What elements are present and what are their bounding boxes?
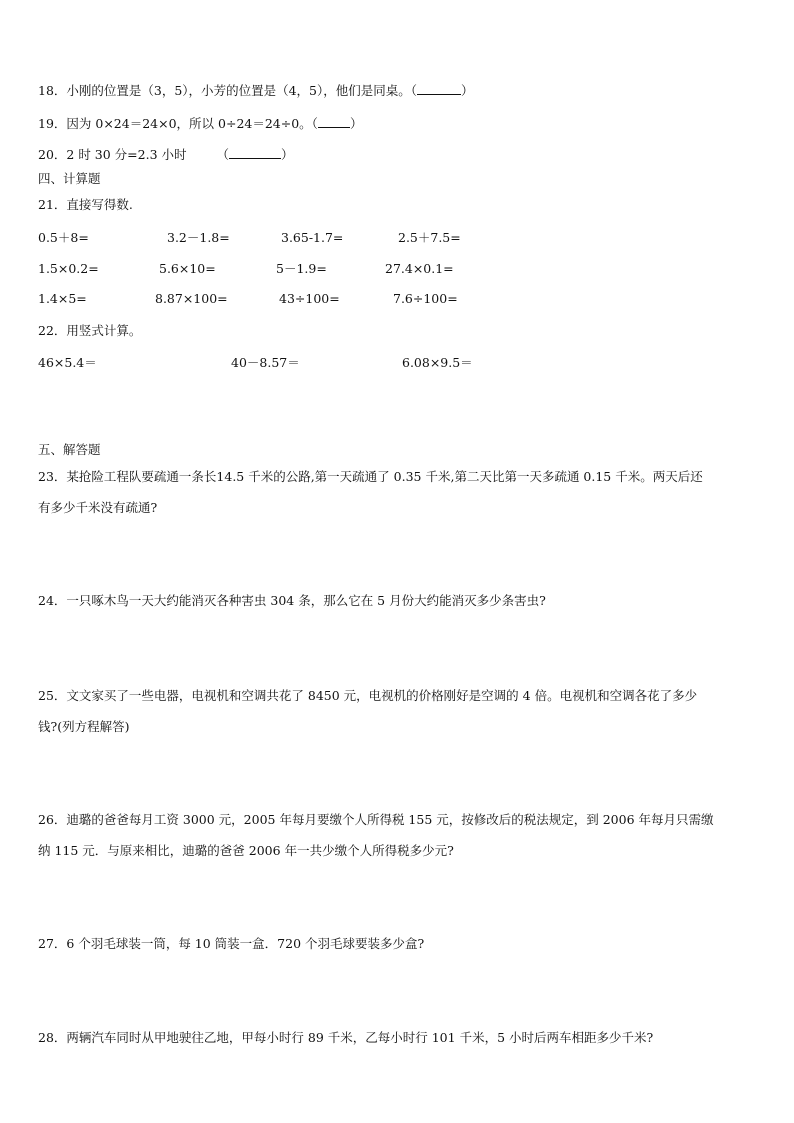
question-number: 26． bbox=[38, 812, 67, 827]
question-18: 18．小刚的位置是（3，5），小芳的位置是（4，5），他们是同桌。（ ） bbox=[38, 83, 474, 98]
answer-blank[interactable] bbox=[229, 146, 281, 159]
question-number: 18． bbox=[38, 83, 67, 98]
question-number: 24． bbox=[38, 593, 67, 608]
question-23-continued: 有多少千米没有疏通? bbox=[38, 500, 158, 515]
answer-blank[interactable] bbox=[417, 82, 461, 95]
section-title: 五、解答题 bbox=[38, 442, 101, 457]
question-number: 27． bbox=[38, 936, 67, 951]
question-text: 因为 0×24＝24×0，所以 0÷24＝24÷0。（ bbox=[66, 116, 318, 131]
vertical-calc-item: 40－8.57＝ bbox=[231, 355, 300, 370]
vertical-calc-item: 6.08×9.5＝ bbox=[402, 355, 473, 370]
arithmetic-item: 3.2－1.8= bbox=[167, 230, 230, 245]
question-23 bbox=[38, 469, 703, 485]
vertical-calc-item: 46×5.4＝ bbox=[38, 355, 97, 370]
question-number: 25． bbox=[38, 688, 67, 703]
question-25-continued: 钱?(列方程解答) bbox=[38, 719, 130, 734]
question-20: 20．2 时 30 分=2.3 小时 （ ） bbox=[38, 147, 294, 162]
question-text: 两辆汽车同时从甲地驶往乙地，甲每小时行 89 千米，乙每小时行 101 千米，5 小时后两车相距多少千米? bbox=[66, 1030, 654, 1045]
arithmetic-item: 1.5×0.2= bbox=[38, 261, 99, 276]
arithmetic-item: 2.5＋7.5= bbox=[398, 230, 461, 245]
question-26 bbox=[38, 812, 714, 828]
question-number: 20． bbox=[38, 147, 67, 162]
question-24 bbox=[38, 593, 546, 609]
question-27 bbox=[38, 936, 424, 952]
question-19: 19．因为 0×24＝24×0，所以 0÷24＝24÷0。（ ） bbox=[38, 116, 363, 131]
question-text: 某抢险工程队要疏通一条长14.5 千米的公路,第一天疏通了 0.35 千米,第二天比第一天多疏通 0.15 千米。两天后还 bbox=[66, 469, 703, 484]
question-text: 文文家买了一些电器，电视机和空调共花了 8450 元，电视机的价格刚好是空调的 4 倍。电视机和空调各花了多少 bbox=[66, 688, 698, 703]
arithmetic-item: 8.87×100= bbox=[155, 291, 228, 306]
arithmetic-item: 5.6×10= bbox=[159, 261, 216, 276]
question-text: 一只啄木鸟一天大约能消灭各种害虫 304 条，那么它在 5 月份大约能消灭多少条害虫? bbox=[66, 593, 546, 608]
question-text: 直接写得数. bbox=[66, 197, 133, 212]
question-21 bbox=[38, 197, 133, 213]
question-text: 2 时 30 分=2.3 小时 bbox=[66, 147, 187, 162]
arithmetic-item: 1.4×5= bbox=[38, 291, 87, 306]
arithmetic-item: 43÷100= bbox=[279, 291, 340, 306]
question-number: 28． bbox=[38, 1030, 67, 1045]
question-text: 6 个羽毛球装一筒，每 10 筒装一盒．720 个羽毛球要装多少盒? bbox=[66, 936, 425, 951]
question-number: 22． bbox=[38, 323, 67, 338]
question-22 bbox=[38, 323, 141, 339]
question-number: 21． bbox=[38, 197, 67, 212]
question-25 bbox=[38, 688, 697, 704]
answer-blank[interactable] bbox=[318, 115, 350, 128]
question-28 bbox=[38, 1030, 653, 1046]
arithmetic-item: 3.65-1.7= bbox=[281, 230, 344, 245]
arithmetic-item: 5－1.9= bbox=[276, 261, 327, 276]
question-number: 23． bbox=[38, 469, 67, 484]
question-number: 19． bbox=[38, 116, 67, 131]
question-text: 用竖式计算。 bbox=[66, 323, 142, 338]
question-text: 迪璐的爸爸每月工资 3000 元，2005 年每月要缴个人所得税 155 元，按修改后的税法规定，到 2006 年每月只需缴 bbox=[66, 812, 714, 827]
section-title: 四、计算题 bbox=[38, 171, 101, 186]
question-26-continued: 纳 115 元．与原来相比，迪璐的爸爸 2006 年一共少缴个人所得税多少元? bbox=[38, 843, 454, 858]
arithmetic-item: 27.4×0.1= bbox=[385, 261, 454, 276]
question-text: 小刚的位置是（3，5），小芳的位置是（4，5），他们是同桌。（ bbox=[66, 83, 417, 98]
arithmetic-item: 7.6÷100= bbox=[393, 291, 458, 306]
arithmetic-item: 0.5＋8= bbox=[38, 230, 89, 245]
